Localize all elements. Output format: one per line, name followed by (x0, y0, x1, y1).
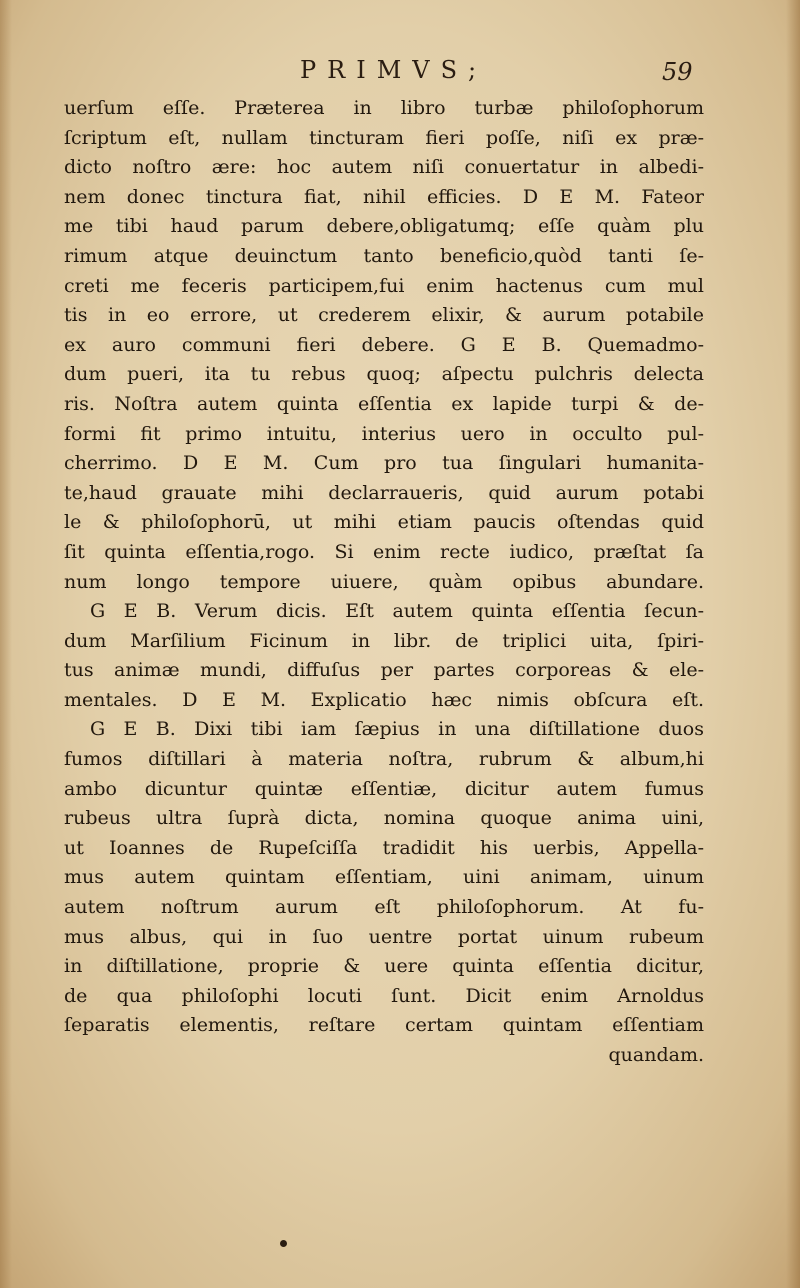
text-line: ſeparatis elementis, reſtare certam quintam eſſentiam (64, 1014, 704, 1037)
text-line: rubeus ultra ſuprà dicta, nomina quoque anima uini, (64, 807, 704, 830)
text-line: ſcriptum eſt, nullam tincturam fieri poſſe, niſi ex præ- (64, 126, 704, 149)
text-line: dum Marſilium Ficinum in libr. de triplici uita, ſpiri- (64, 629, 704, 652)
text-line: num longo tempore uiuere, quàm opibus abundare. (64, 570, 704, 593)
text-line: dum pueri, ita tu rebus quoq; aſpectu pulchris delecta (64, 363, 704, 386)
text-line: ris. Noſtra autem quinta eſſentia ex lapide turpi & de- (64, 392, 704, 415)
text-line: tis in eo errore, ut crederem elixir, & aurum potabile (64, 304, 704, 327)
text-line: tus animæ mundi, diffuſus per partes corporeas & ele- (64, 659, 704, 682)
text-line: te,haud grauate mihi declarraueris, quid aurum potabi (64, 481, 704, 504)
text-line: rimum atque deuinctum tanto beneficio,quòd tanti ſe- (64, 244, 704, 267)
text-line: ex auro communi fieri debere. G E B. Quemadmo- (64, 333, 704, 356)
text-line: mus albus, qui in ſuo uentre portat uinum rubeum (64, 925, 704, 948)
text-line: mus autem quintam eſſentiam, uini animam, uinum (64, 866, 704, 889)
text-line: nem donec tinctura fiat, nihil efficies. D E M. Fateor (64, 185, 704, 208)
text-line: autem noſtrum aurum eſt philoſophorum. At fu- (64, 896, 704, 919)
text-line: le & philoſophorū, ut mihi etiam paucis oſtendas quid (64, 511, 704, 534)
text-line: ut Ioannes de Rupeſciſſa tradidit his uerbis, Appella- (64, 836, 704, 859)
text-line: me tibi haud parum debere,obligatumq; eſſe quàm plu (64, 215, 704, 238)
text-line: ſit quinta eſſentia,rogo. Si enim recte iudico, præſtat ſa (64, 540, 704, 563)
text-line: dicto noſtro ære: hoc autem niſi conuertatur in albedi- (64, 156, 704, 179)
text-line: G E B. Dixi tibi iam ſæpius in una diſtillatione duos (90, 718, 704, 741)
text-line: uerſum eſſe. Præterea in libro turbæ philoſophorum (64, 97, 704, 119)
text-line: mentales. D E M. Explicatio hæc nimis obſcura eſt. (64, 688, 704, 711)
text-line: cherrimo. D E M. Cum pro tua ſingulari humanita- (64, 452, 704, 475)
running-head: PRIMVS; (300, 56, 488, 84)
catchword: quandam. (608, 1044, 704, 1066)
text-line: creti me feceris participem,fui enim hactenus cum mul (64, 274, 704, 297)
page-number: 59 (662, 58, 693, 86)
ornament-dot (280, 1240, 287, 1247)
text-line: formi fit primo intuitu, interius uero in occulto pul- (64, 422, 704, 445)
page-edge-right (786, 0, 800, 1288)
text-line: ambo dicuntur quintæ eſſentiæ, dicitur autem fumus (64, 777, 704, 800)
text-line: G E B. Verum dicis. Eſt autem quinta eſſentia ſecun- (90, 600, 704, 623)
text-line: de qua philoſophi locuti ſunt. Dicit enim Arnoldus (64, 984, 704, 1007)
text-block (64, 94, 704, 1071)
text-line: in diſtillatione, proprie & uere quinta eſſentia dicitur, (64, 955, 704, 978)
text-line: fumos diſtillari à materia noſtra, rubrum & album,hi (64, 748, 704, 771)
page-edge-left (0, 0, 12, 1288)
